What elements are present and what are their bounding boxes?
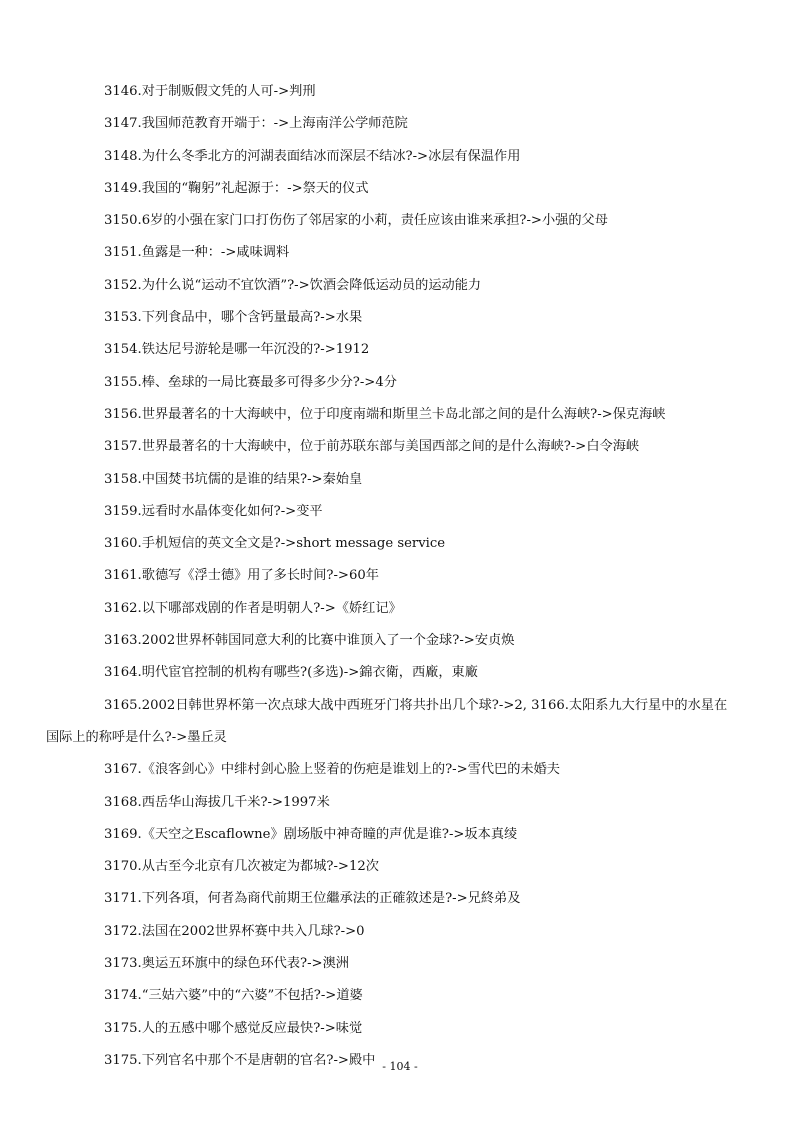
list-item: 3151.鱼露是一种：->咸味调料 [104,245,290,261]
list-item: 3173.奥运五环旗中的绿色环代表?->澳洲 [104,956,349,972]
list-item: 3170.从古至今北京有几次被定为都城?->12次 [104,859,379,875]
list-item: 3161.歌德写《浮士德》用了多长时间?->60年 [104,568,379,584]
list-item: 3158.中国焚书坑儒的是谁的结果?->秦始皇 [104,471,363,487]
list-item: 3149.我国的“鞠躬”礼起源于：->祭天的仪式 [104,180,369,196]
list-item: 3168.西岳华山海拔几千米?->1997米 [104,794,330,810]
list-item: 3152.为什么说“运动不宜饮酒”?->饮酒会降低运动员的运动能力 [104,277,482,293]
list-item: 3172.法国在2002世界杯赛中共入几球?->0 [104,923,365,939]
qa-list [46,76,746,1077]
list-item: 3171.下列各項，何者為商代前期王位繼承法的正確敘述是?->兄終弟及 [104,891,521,907]
list-item: 3157.世界最著名的十大海峡中，位于前苏联东部与美国西部之间的是什么海峡?->白令海峡 [104,439,640,455]
list-item: 3169.《天空之Escaflowne》剧场版中神奇瞳的声优是谁?->坂本真绫 [104,826,518,842]
list-item: 3156.世界最著名的十大海峡中，位于印度南端和斯里兰卡岛北部之间的是什么海峡?->保克海峡 [104,406,666,422]
list-item: 3155.棒、垒球的一局比赛最多可得多少分?->4分 [104,374,397,390]
list-item: 3150.6岁的小强在家门口打伤伤了邻居家的小莉，责任应该由谁来承担?->小强的父母 [104,213,608,229]
list-item: 3164.明代宦官控制的机构有哪些?(多选)->錦衣衛，西廠，東廠 [104,665,478,681]
list-item: 3162.以下哪部戏剧的作者是明朝人?->《娇红记》 [104,600,402,616]
list-item: 3153.下列食品中，哪个含钙量最高?->水果 [104,310,363,326]
page-number: - 104 - [382,1060,418,1073]
list-item: 3159.远看时水晶体变化如何?->变平 [104,503,323,519]
list-item: 3154.铁达尼号游轮是哪一年沉没的?->1912 [104,342,370,358]
list-item: 3147.我国师范教育开端于：->上海南洋公学师范院 [104,116,408,132]
list-item: 3146.对于制贩假文凭的人可->判刑 [104,84,316,99]
list-item: 3174.“三姑六婆”中的“六婆”不包括?->道婆 [104,988,363,1004]
list-item-wrapped: 3165.2002日韩世界杯第一次点球大战中西班牙门将共扑出几个球?->2, 3166.太阳系九大行星中的水星在国际上的称呼是什么?->墨丘灵 [46,697,728,745]
list-item: 3160.手机短信的英文全文是?->short message service [104,536,446,552]
list-item: 3163.2002世界杯韩国同意大利的比赛中谁顶入了一个金球?->安贞焕 [104,633,515,649]
list-item: 3175.下列官名中那个不是唐朝的官名?->殿中 [104,1052,376,1068]
list-item: 3148.为什么冬季北方的河湖表面结冰而深层不结冰?->冰层有保温作用 [104,148,521,164]
list-item: 3167.《浪客剑心》中绯村剑心脸上竖着的伤疤是谁划上的?->雪代巴的未婚夫 [104,762,560,778]
list-item: 3175.人的五感中哪个感觉反应最快?->味觉 [104,1020,363,1036]
